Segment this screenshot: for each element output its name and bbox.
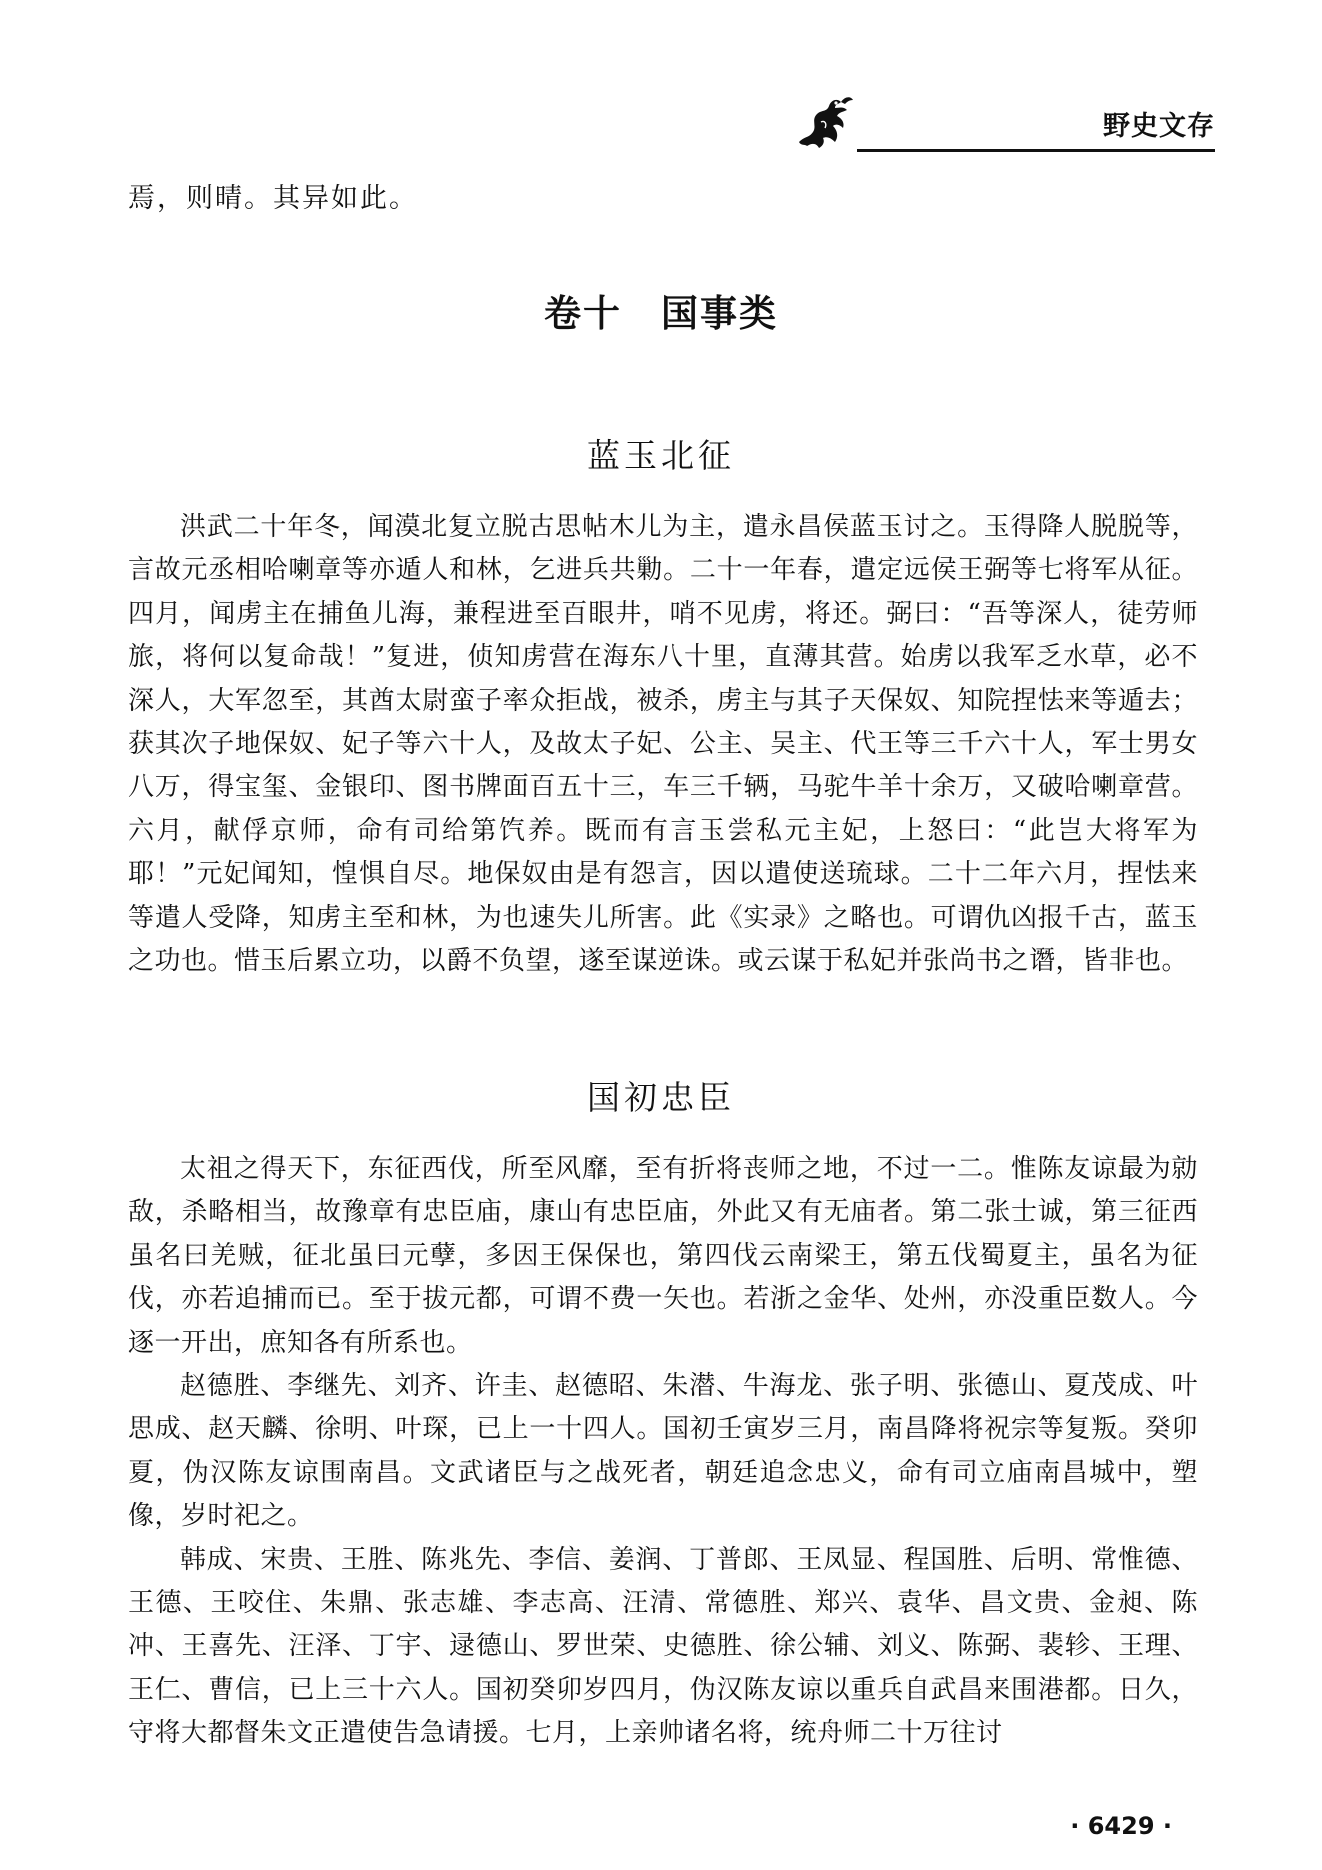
section-title-lanyu-beizheng: 蓝玉北征 — [587, 436, 735, 475]
chapter-title: 卷十 国事类 — [544, 292, 778, 335]
paragraph: 韩成、宋贵、王胜、陈兆先、李信、姜润、丁普郎、王凤显、程国胜、后明、常惟德、王德、王咬住、朱鼎、张志雄、李志高、汪清、常德胜、郑兴、袁华、昌文贵、金昶、陈冲、王喜先、汪泽、丁宇、逯德山、罗世荣、史德胜、徐公辅、刘义、陈弼、裴轸、王理、王仁、曹信，已上三十六人。国初癸卯岁四月，伪汉陈友谅以重兵自武昌来围港都。日久，守将大都督朱文正遣使告急请援。七月，上亲帅诸名将，统舟师二十万往讨 — [128, 1544, 1198, 1749]
paragraph: 赵德胜、李继先、刘齐、许圭、赵德昭、朱潜、牛海龙、张子明、张德山、夏茂成、叶思成、赵天麟、徐明、叶琛，已上一十四人。国初壬寅岁三月，南昌降将祝宗等复叛。癸卯夏，伪汉陈友谅围南昌。文武诸臣与之战死者，朝廷追念忠义，命有司立庙南昌城中，塑像，岁时祀之。 — [128, 1371, 1198, 1532]
dragon-emblem-icon — [795, 92, 859, 150]
paragraph: 太祖之得天下，东征西伐，所至风靡，至有折将丧师之地，不过一二。惟陈友谅最为勍敌，杀略相当，故豫章有忠臣庙，康山有忠臣庙，外此又有无庙者。第二张士诚，第三征西虽名曰羌贼，征北虽曰元孽，多因王保保也，第四伐云南梁王，第五伐蜀夏主，虽名为征伐，亦若追捕而已。至于拔元都，可谓不费一矢也。若浙之金华、处州，亦没重臣数人。今逐一开出，庶知各有所系也。 — [128, 1154, 1198, 1358]
running-header — [795, 92, 1215, 152]
section-body-lanyu-beizheng — [128, 506, 1198, 983]
header-rule — [857, 149, 1215, 152]
section-title-guochu-zhongchen: 国初忠臣 — [587, 1078, 735, 1117]
section-body-guochu-zhongchen — [128, 1148, 1198, 1756]
carryover-text: 焉，则晴。其异如此。 — [128, 183, 418, 214]
page-number: · 6429 · — [1070, 1812, 1172, 1840]
book-series-title: 野史文存 — [1103, 111, 1215, 142]
paragraph: 洪武二十年冬，闻漠北复立脱古思帖木儿为主，遣永昌侯蓝玉讨之。玉得降人脱脱等，言故元丞相哈喇章等亦遁人和林，乞进兵共勦。二十一年春，遣定远侯王弼等七将军从征。四月，闻虏主在捕鱼儿海，兼程进至百眼井，哨不见虏，将还。弼曰：“吾等深人，徒劳师旅，将何以复命哉！”复进，侦知虏营在海东八十里，直薄其营。始虏以我军乏水草，必不深人，大军忽至，其酋太尉蛮子率众拒战，被杀，虏主与其子天保奴、知院捏怯来等遁去；获其次子地保奴、妃子等六十人，及故太子妃、公主、吴主、代王等三千六十人，军士男女八万，得宝玺、金银印、图书牌面百五十三，车三千辆，马驼牛羊十余万，又破哈喇章营。六月，献俘京师，命有司给第饩养。既而有言玉尝私元主妃，上怒曰：“此岂大将军为耶！”元妃闻知，惶惧自尽。地保奴由是有怨言，因以遣使送琉球。二十二年六月，捏怯来等遣人受降，知虏主至和林，为也速失儿所害。此《实录》之略也。可谓仇凶报千古，蓝玉之功也。惜玉后累立功，以爵不负望，遂至谋逆诛。或云谋于私妃并张尚书之谮，皆非也。 — [128, 512, 1198, 977]
